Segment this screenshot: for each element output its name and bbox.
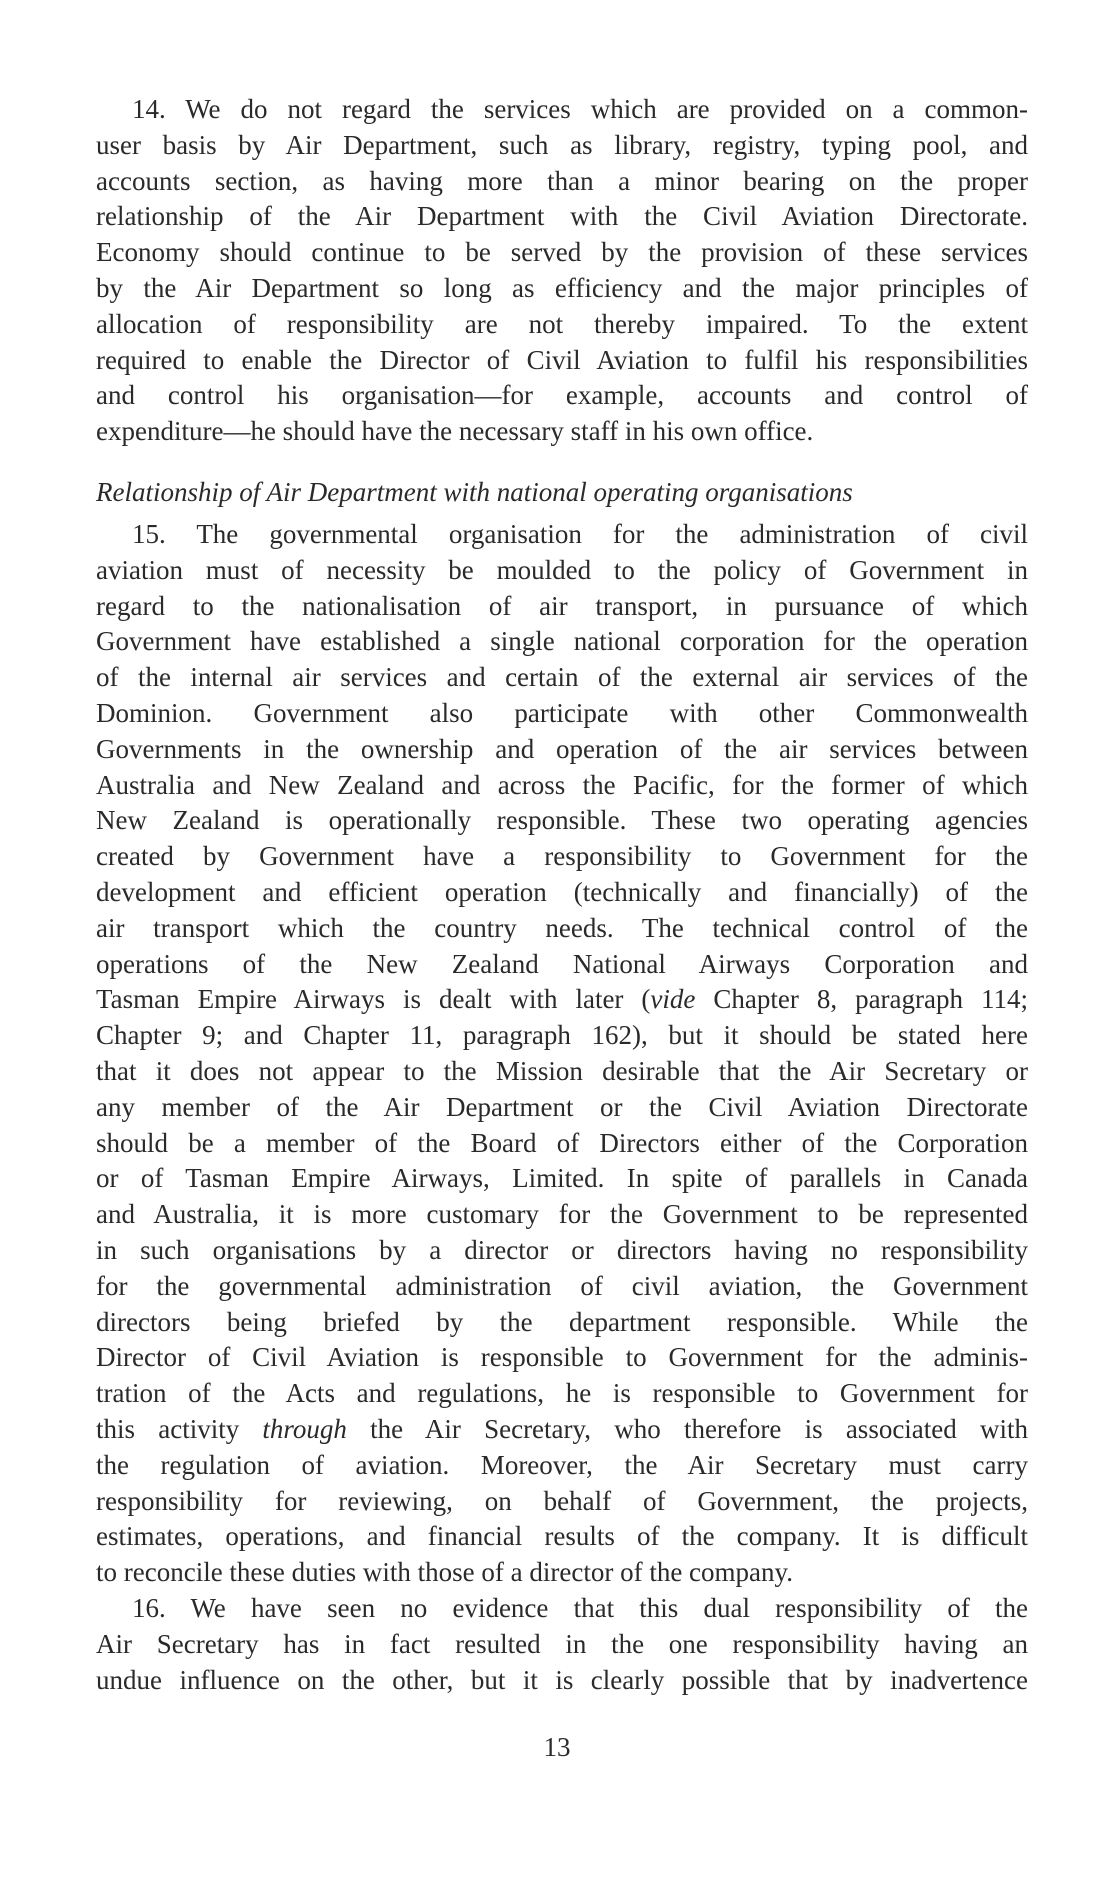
text-line bbox=[96, 1519, 1028, 1555]
text-span: allocation of responsibility are not thereby impaired. To the extent bbox=[96, 308, 1028, 339]
text-span: Air Secretary has in fact resulted in the one responsibility having an bbox=[96, 1628, 1028, 1659]
text-line bbox=[96, 947, 1028, 983]
text-line bbox=[96, 517, 1028, 553]
text-span: responsibility for reviewing, on behalf of Government, the projects, bbox=[96, 1485, 1028, 1516]
text-line bbox=[96, 199, 1028, 235]
text-line bbox=[96, 768, 1028, 804]
text-line bbox=[96, 1269, 1028, 1305]
text-line bbox=[96, 1161, 1028, 1197]
text-line bbox=[96, 660, 1028, 696]
page-number: 13 bbox=[543, 1732, 571, 1762]
text-span: created by Government have a responsibility to Government for the bbox=[96, 841, 1028, 872]
text-line bbox=[96, 235, 1028, 271]
text-line bbox=[96, 553, 1028, 589]
text-span: aviation must of necessity be moulded to the policy of Government in bbox=[96, 554, 1028, 585]
text-span: and control his organisation—for example, accounts and control of bbox=[96, 380, 1028, 411]
text-span: regard to the nationalisation of air transport, in pursuance of which bbox=[96, 590, 1028, 621]
text-span: and Australia, it is more customary for the Government to be represented bbox=[96, 1199, 1028, 1230]
text-span: Tasman Empire Airways is dealt with later ( bbox=[96, 984, 651, 1015]
text-line bbox=[96, 414, 1028, 450]
text-line bbox=[96, 1233, 1028, 1269]
text-line bbox=[96, 1126, 1028, 1162]
text-line bbox=[96, 1484, 1028, 1520]
text-span: should be a member of the Board of Directors either of the Corporation bbox=[96, 1127, 1028, 1158]
text-line bbox=[96, 1555, 1028, 1591]
text-span: estimates, operations, and financial results of the company. It is difficult bbox=[96, 1521, 1028, 1552]
text-span: relationship of the Air Department with the Civil Aviation Directorate. bbox=[96, 201, 1028, 232]
text-span: New Zealand is operationally responsible. These two operating agencies bbox=[96, 805, 1028, 836]
text-span: 16. We have seen no evidence that this dual responsibility of the bbox=[132, 1593, 1028, 1623]
text-span: 15. The governmental organisation for the administration of civil bbox=[132, 519, 1028, 549]
text-line bbox=[96, 343, 1028, 379]
text-line bbox=[96, 1591, 1028, 1627]
text-line bbox=[96, 696, 1028, 732]
text-line bbox=[96, 1376, 1028, 1412]
paragraph-15 bbox=[96, 517, 1028, 1591]
text-span: Economy should continue to be served by the provision of these services bbox=[96, 237, 1028, 268]
text-span: tration of the Acts and regulations, he is responsible to Government for bbox=[96, 1378, 1028, 1409]
text-line bbox=[96, 1448, 1028, 1484]
text-span: the Air Secretary, who therefore is associated with bbox=[346, 1413, 1028, 1444]
text-line bbox=[96, 1305, 1028, 1341]
text-line bbox=[96, 839, 1028, 875]
text-span: 14. We do not regard the services which are provided on a common- bbox=[132, 94, 1028, 124]
italic-text: vide bbox=[650, 984, 696, 1015]
text-span: Chapter 8, paragraph 114; bbox=[695, 984, 1028, 1015]
text-line bbox=[96, 271, 1028, 307]
text-span: directors being briefed by the department responsible. While the bbox=[96, 1306, 1028, 1337]
text-span: undue influence on the other, but it is clearly possible that by inadvertence bbox=[96, 1664, 1028, 1695]
text-span: Governments in the ownership and operation of the air services between bbox=[96, 733, 1028, 764]
text-line bbox=[96, 732, 1028, 768]
section-heading: Relationship of Air Department with national operating organisations bbox=[96, 477, 853, 507]
text-span: accounts section, as having more than a minor bearing on the proper bbox=[96, 165, 1028, 196]
text-span: Chapter 9; and Chapter 11, paragraph 162), but it should be stated here bbox=[96, 1020, 1028, 1051]
text-span: user basis by Air Department, such as library, registry, typing pool, and bbox=[96, 129, 1028, 160]
text-span: any member of the Air Department or the Civil Aviation Directorate bbox=[96, 1091, 1028, 1122]
text-span: Australia and New Zealand and across the Pacific, for the former of which bbox=[96, 769, 1028, 800]
text-span: to reconcile these duties with those of a director of the company. bbox=[96, 1557, 794, 1588]
text-line bbox=[96, 624, 1028, 660]
text-span: by the Air Department so long as efficiency and the major principles of bbox=[96, 272, 1028, 303]
text-line bbox=[96, 1627, 1028, 1663]
text-span: Government have established a single national corporation for the operation bbox=[96, 626, 1028, 657]
text-line bbox=[96, 875, 1028, 911]
text-span: for the governmental administration of civil aviation, the Government bbox=[96, 1270, 1028, 1301]
text-span: Director of Civil Aviation is responsible to Government for the adminis- bbox=[96, 1342, 1028, 1373]
italic-text: through bbox=[262, 1413, 347, 1444]
text-line bbox=[96, 589, 1028, 625]
text-span: Dominion. Government also participate with other Commonwealth bbox=[96, 697, 1028, 728]
text-span: the regulation of aviation. Moreover, the Air Secretary must carry bbox=[96, 1449, 1028, 1480]
paragraph-16 bbox=[96, 1591, 1028, 1698]
text-span: or of Tasman Empire Airways, Limited. In spite of parallels in Canada bbox=[96, 1163, 1028, 1194]
text-span: of the internal air services and certain of the external air services of the bbox=[96, 662, 1028, 693]
text-line bbox=[96, 307, 1028, 343]
text-line bbox=[96, 1412, 1028, 1448]
paragraph-14 bbox=[96, 92, 1028, 450]
text-line bbox=[96, 378, 1028, 414]
text-span: required to enable the Director of Civil Aviation to fulfil his responsibilities bbox=[96, 344, 1028, 375]
text-line bbox=[96, 1340, 1028, 1376]
text-span: that it does not appear to the Mission desirable that the Air Secretary or bbox=[96, 1055, 1028, 1086]
text-line bbox=[96, 982, 1028, 1018]
text-span: this activity bbox=[96, 1413, 263, 1444]
text-line bbox=[96, 1018, 1028, 1054]
text-line bbox=[96, 1663, 1028, 1699]
text-line bbox=[96, 128, 1028, 164]
text-span: in such organisations by a director or directors having no responsibility bbox=[96, 1234, 1028, 1265]
text-line bbox=[96, 911, 1028, 947]
text-span: air transport which the country needs. The technical control of the bbox=[96, 912, 1028, 943]
text-span: development and efficient operation (technically and financially) of the bbox=[96, 876, 1028, 907]
text-span: operations of the New Zealand National Airways Corporation and bbox=[96, 948, 1028, 979]
text-line bbox=[96, 92, 1028, 128]
text-line bbox=[96, 1090, 1028, 1126]
text-line bbox=[96, 164, 1028, 200]
text-line bbox=[96, 1054, 1028, 1090]
text-span: expenditure—he should have the necessary staff in his own office. bbox=[96, 416, 814, 447]
text-line bbox=[96, 803, 1028, 839]
text-line bbox=[96, 1197, 1028, 1233]
